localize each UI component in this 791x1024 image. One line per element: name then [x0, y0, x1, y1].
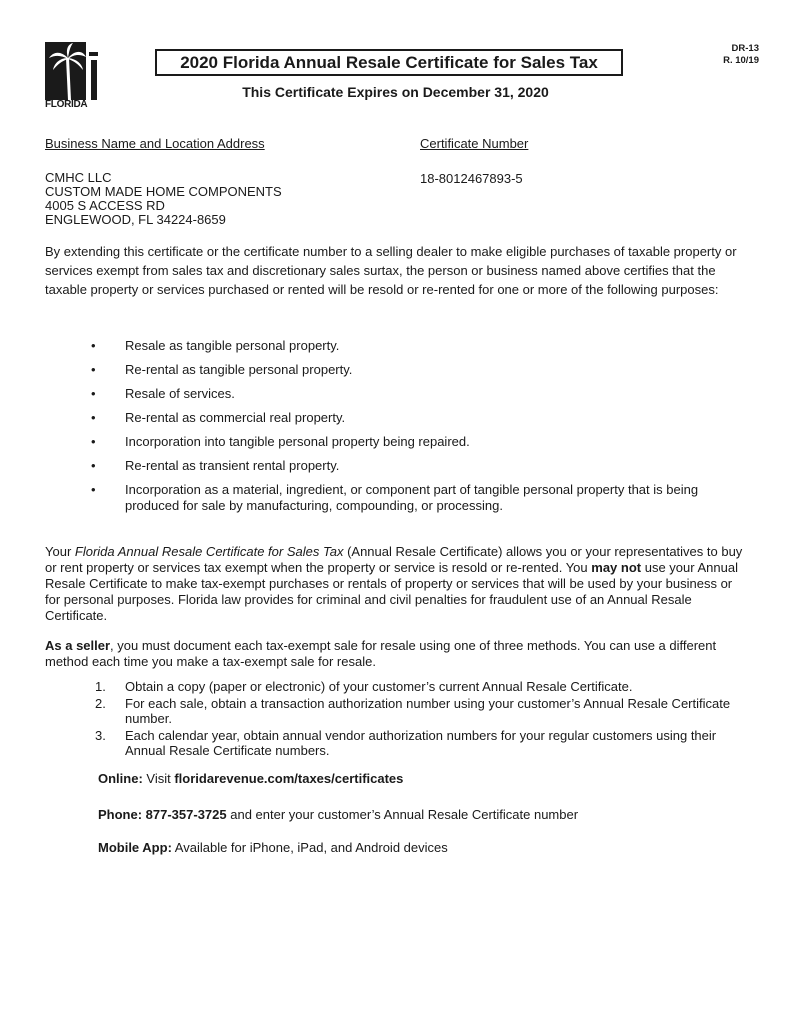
bullet: •	[91, 386, 96, 401]
methods-list	[45, 679, 755, 760]
contact-phone: Phone: 877-357-3725 and enter your customer’s Annual Resale Certificate number	[98, 807, 579, 822]
contact-mobile-app: Mobile App: Available for iPhone, iPad, and Android devices	[98, 840, 448, 855]
form-revision: R. 10/19	[723, 55, 759, 66]
usage-paragraph: Your Florida Annual Resale Certificate for Sales Tax (Annual Resale Certificate) allows you or your representatives to buy or rent property or services tax exempt when the property or service is resold or re-rented. You may not use your Annual Resale Certificate to make tax-exempt purchases or rentals of property or services that will be used by your business or for personal purposes. Florida law provides for criminal and civil penalties for fraudulent use of an Annual Resale Certificate.	[45, 544, 743, 623]
business-dba: CUSTOM MADE HOME COMPONENTS	[45, 184, 282, 199]
list-item: • Resale as tangible personal property.	[91, 338, 340, 353]
list-item: • Re-rental as commercial real property.	[91, 410, 346, 425]
certificate-number-label: Certificate Number	[420, 136, 529, 151]
intro-paragraph: By extending this certificate or the certificate number to a selling dealer to make eligible purchases of taxable property or services exempt from sales tax and discretionary sales surtax, the person or business named above certifies that the taxable property or services purchased or rented will be resold or re-rented for one or more of the following purposes:	[45, 244, 737, 297]
form-number: DR-13	[731, 43, 759, 54]
expiration-notice: This Certificate Expires on December 31, 2020	[242, 84, 549, 100]
bullet: •	[91, 338, 96, 353]
list-item: • Incorporation as a material, ingredient, or component part of tangible personal property that is being produced for sale by manufacturing, compounding, or processing.	[91, 482, 699, 513]
certificate-title-text: 2020 Florida Annual Resale Certificate for Sales Tax	[180, 52, 598, 72]
bullet: •	[91, 458, 96, 473]
list-item: 1. Obtain a copy (paper or electronic) of your customer’s current Annual Resale Certificate.	[95, 679, 633, 694]
online-url-link[interactable]: floridarevenue.com/taxes/certificates	[174, 771, 404, 786]
certificate-name-italic: Florida Annual Resale Certificate for Sales Tax	[74, 544, 344, 559]
business-label: Business Name and Location Address	[45, 136, 265, 151]
business-address	[45, 171, 282, 227]
bullet: •	[91, 434, 96, 449]
logo-state-label: FLORIDA	[45, 99, 88, 110]
list-item: • Incorporation into tangible personal property being repaired.	[91, 434, 470, 449]
list-item: • Re-rental as tangible personal property.	[91, 362, 353, 377]
business-name: CMHC LLC	[45, 170, 112, 185]
bullet: •	[91, 410, 96, 425]
bullet: •	[91, 482, 96, 497]
business-city: ENGLEWOOD, FL 34224-8659	[45, 212, 226, 227]
form-identifier	[723, 43, 759, 67]
may-not-emphasis: may not	[591, 560, 642, 575]
list-item: 3. Each calendar year, obtain annual vendor authorization numbers for your regular customers using their Annual Resale Certificate numbers.	[95, 728, 717, 758]
bullet: •	[91, 362, 96, 377]
list-item: • Re-rental as transient rental property.	[91, 458, 340, 473]
seller-paragraph: As a seller, you must document each tax-exempt sale for resale using one of three methods. You can use a different method each time you make a tax-exempt sale for resale.	[45, 638, 717, 669]
purposes-list	[45, 338, 750, 522]
certificate-title	[155, 49, 623, 76]
business-street: 4005 S ACCESS RD	[45, 198, 165, 213]
certificate-number: 18-8012467893-5	[420, 171, 523, 186]
contact-online: Online: Visit floridarevenue.com/taxes/certificates	[98, 771, 404, 786]
list-item: 2. For each sale, obtain a transaction authorization number using your customer’s Annual Resale Certificate number.	[95, 696, 731, 726]
seller-lead: As a seller	[45, 638, 111, 653]
list-item: • Resale of services.	[91, 386, 235, 401]
